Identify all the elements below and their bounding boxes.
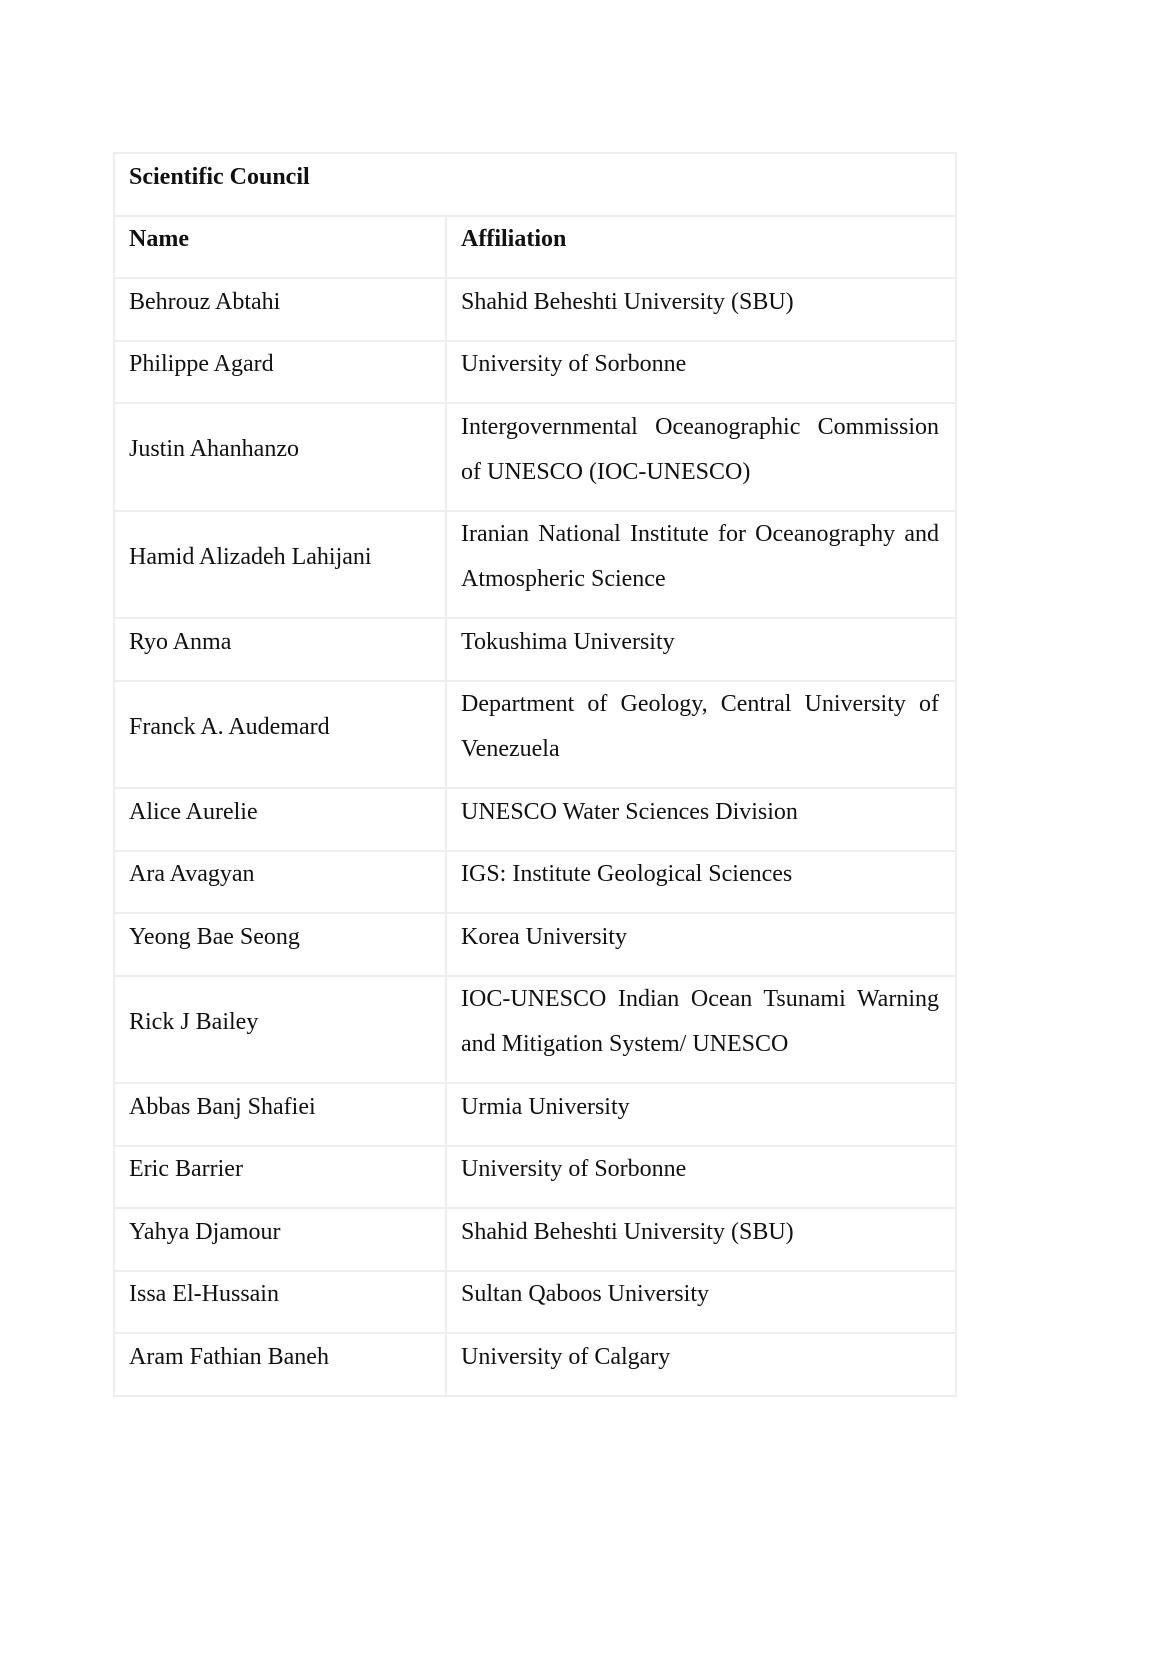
affiliation-cell: [446, 976, 956, 1084]
member-affiliation: UNESCO Water Sciences Division: [461, 798, 798, 825]
member-name: Rick J Bailey: [129, 1008, 259, 1035]
name-cell: [114, 1271, 446, 1334]
affiliation-cell: [446, 618, 956, 681]
table-row: [114, 681, 956, 789]
header-name-text: Name: [129, 226, 189, 253]
header-affiliation-text: Affiliation: [461, 226, 567, 253]
affiliation-cell: [446, 1083, 956, 1146]
member-name: Behrouz Abtahi: [129, 288, 281, 315]
name-cell: [114, 851, 446, 914]
name-cell: [114, 788, 446, 851]
table-row: [114, 1083, 956, 1146]
member-name: Franck A. Audemard: [129, 713, 330, 740]
affiliation-cell: [446, 681, 956, 789]
table-row: [114, 976, 956, 1084]
table-title: [114, 153, 956, 216]
table-row: [114, 1271, 956, 1334]
affiliation-cell: [446, 1333, 956, 1396]
header-affiliation: [446, 216, 956, 279]
affiliation-cell: [446, 511, 956, 619]
member-affiliation: Sultan Qaboos University: [461, 1281, 709, 1308]
member-affiliation: IGS: Institute Geological Sciences: [461, 861, 793, 888]
member-affiliation: University of Sorbonne: [461, 351, 687, 378]
member-name: Ryo Anma: [129, 628, 232, 655]
member-affiliation: Korea University: [461, 923, 627, 950]
affiliation-cell: [446, 341, 956, 404]
member-affiliation: Intergovernmental Oceanographic Commission of UNESCO (IOC-UNESCO): [461, 413, 939, 485]
member-name: Justin Ahanhanzo: [129, 436, 299, 463]
member-affiliation: Shahid Beheshti University (SBU): [461, 1218, 794, 1245]
table-title-row: [114, 153, 956, 216]
member-name: Ara Avagyan: [129, 861, 255, 888]
name-cell: [114, 1333, 446, 1396]
name-cell: [114, 976, 446, 1084]
affiliation-cell: [446, 1271, 956, 1334]
name-cell: [114, 403, 446, 511]
table-row: [114, 788, 956, 851]
table-title-text: Scientific Council: [129, 163, 310, 190]
member-affiliation: IOC-UNESCO Indian Ocean Tsunami Warning and Mitigation System/ UNESCO: [461, 986, 939, 1058]
member-name: Yeong Bae Seong: [129, 923, 300, 950]
member-name: Philippe Agard: [129, 351, 274, 378]
member-affiliation: Urmia University: [461, 1093, 630, 1120]
affiliation-cell: [446, 278, 956, 341]
affiliation-cell: [446, 403, 956, 511]
name-cell: [114, 341, 446, 404]
name-cell: [114, 511, 446, 619]
affiliation-cell: [446, 913, 956, 976]
table-row: [114, 511, 956, 619]
affiliation-cell: [446, 788, 956, 851]
member-affiliation: University of Calgary: [461, 1343, 671, 1370]
name-cell: [114, 1083, 446, 1146]
member-name: Aram Fathian Baneh: [129, 1343, 329, 1370]
name-cell: [114, 681, 446, 789]
name-cell: [114, 1146, 446, 1209]
member-name: Abbas Banj Shafiei: [129, 1093, 316, 1120]
member-affiliation: Shahid Beheshti University (SBU): [461, 288, 794, 315]
member-name: Issa El-Hussain: [129, 1281, 279, 1308]
member-affiliation: Iranian National Institute for Oceanography and Atmospheric Science: [461, 521, 939, 593]
member-name: Alice Aurelie: [129, 798, 258, 825]
table-row: [114, 403, 956, 511]
affiliation-cell: [446, 851, 956, 914]
member-affiliation: University of Sorbonne: [461, 1156, 687, 1183]
member-name: Hamid Alizadeh Lahijani: [129, 543, 372, 570]
table-row: [114, 851, 956, 914]
header-name: [114, 216, 446, 279]
table-row: [114, 341, 956, 404]
table-row: [114, 278, 956, 341]
table-row: [114, 618, 956, 681]
table-header-row: [114, 216, 956, 279]
name-cell: [114, 618, 446, 681]
table-row: [114, 913, 956, 976]
name-cell: [114, 913, 446, 976]
affiliation-cell: [446, 1146, 956, 1209]
table-row: [114, 1333, 956, 1396]
member-affiliation: Department of Geology, Central University of Venezuela: [461, 691, 939, 763]
table-row: [114, 1146, 956, 1209]
table-row: [114, 1208, 956, 1271]
name-cell: [114, 1208, 446, 1271]
member-name: Yahya Djamour: [129, 1218, 281, 1245]
scientific-council-table: [113, 152, 957, 1397]
affiliation-cell: [446, 1208, 956, 1271]
member-name: Eric Barrier: [129, 1156, 243, 1183]
name-cell: [114, 278, 446, 341]
member-affiliation: Tokushima University: [461, 628, 675, 655]
